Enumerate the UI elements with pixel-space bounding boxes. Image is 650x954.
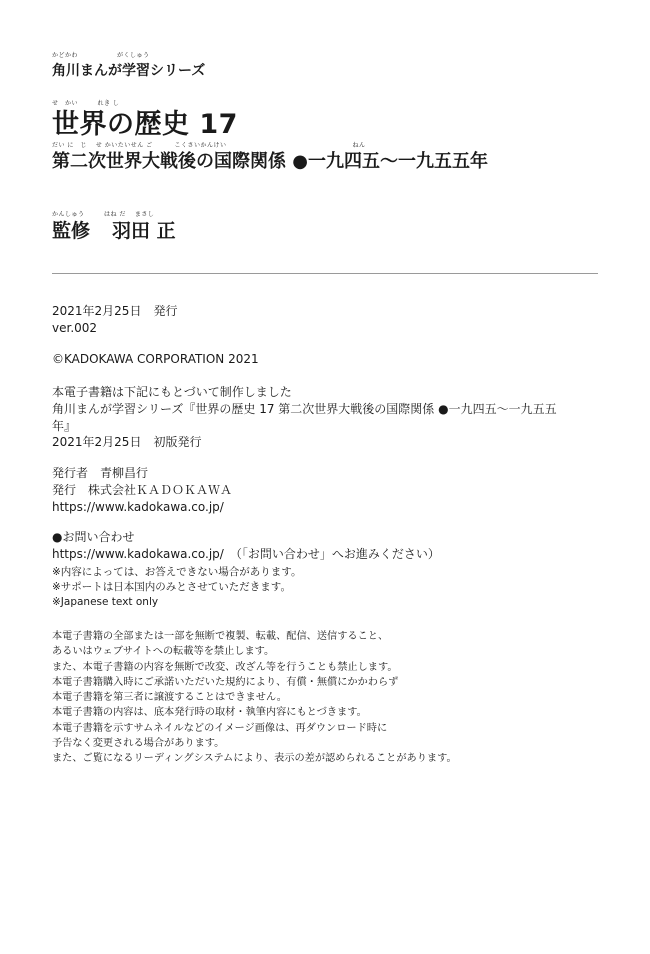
inquiry-block (52, 529, 607, 563)
legal-line: 本電子書籍の内容は、底本発行時の取材・執筆内容にもとづきます。 (52, 707, 367, 719)
supervisor-line (52, 219, 176, 243)
series-name: 角川まんが学習シリーズ (52, 63, 206, 79)
inquiry-notes (52, 565, 607, 611)
legal-line: 本電子書籍を第三者に譲渡することはできません。 (52, 692, 287, 704)
book-title: 世界の歴史 17 (52, 109, 238, 140)
inquiry-note: ※サポートは日本国内のみとさせていただきます。 (52, 581, 291, 594)
inquiry-url-line[interactable]: https://www.kadokawa.co.jp/ （「お問い合わせ」へお進みください） (52, 546, 440, 561)
original-title-line2: 年』 (52, 418, 77, 433)
divider (52, 273, 598, 274)
inquiry-note: ※Japanese text only (52, 596, 159, 609)
publisher-block (52, 465, 607, 515)
legal-line: 本電子書籍購入時にご承諾いただいた規約により、有償・無償にかかわらず (52, 676, 399, 688)
copyright: ©KADOKAWA CORPORATION 2021 (52, 352, 259, 366)
publication-date-block (52, 303, 607, 337)
publication-date: 2021年2月25日 発行 (52, 304, 178, 318)
legal-line: あるいはウェブサイトへの転載等を禁止します。 (52, 646, 275, 658)
publisher-person: 発行者 青柳昌行 (52, 466, 149, 480)
version: ver.002 (52, 320, 98, 335)
original-date: 2021年2月25日 初版発行 (52, 435, 202, 450)
legal-line: また、本電子書籍の内容を無断で改変、改ざん等を行うことも禁止します。 (52, 661, 398, 673)
source-block (52, 384, 607, 451)
series-ruby: かどかわ がくしゅう (52, 52, 150, 59)
legal-line: 本電子書籍の全部または一部を無断で複製、転載、配信、送信すること、 (52, 631, 389, 642)
publisher-url[interactable]: https://www.kadokawa.co.jp/ (52, 499, 224, 514)
book-subtitle: 第二次世界大戦後の国際関係 ●一九四五〜一九五五年 (52, 151, 488, 172)
supervisor-name: 羽田 正 (112, 220, 176, 242)
original-title-line1: 角川まんが学習シリーズ『世界の歴史 17 第二次世界大戦後の国際関係 ●一九四五〜一九五五 (52, 401, 557, 416)
legal-line: また、ご覧になるリーディングシステムにより、表示の差が認められることがあります。 (52, 753, 457, 765)
supervisor-label: 監修 (52, 220, 91, 242)
publisher-company: 発行 株式会社ＫＡＤＯＫＡＷＡ (52, 482, 233, 497)
supervisor-ruby: かんしゅう はね だ まさし (52, 211, 155, 218)
copyright-block (52, 351, 607, 368)
subtitle-ruby: だい に じ せ かいたいせん ご こくさいかんけい ねん (52, 142, 366, 149)
based-on: 本電子書籍は下記にもとづいて制作しました (52, 385, 292, 399)
legal-notice (52, 629, 612, 767)
legal-line: 本電子書籍を示すサムネイルなどのイメージ画像は、再ダウンロード時に (52, 722, 388, 734)
inquiry-note: ※内容によっては、お答えできない場合があります。 (52, 566, 302, 578)
title-ruby: せ かい れき し (52, 100, 120, 107)
inquiry-heading: ●お問い合わせ (52, 530, 135, 544)
legal-line: 予告なく変更される場合があります。 (52, 738, 225, 750)
series-block (52, 53, 205, 80)
